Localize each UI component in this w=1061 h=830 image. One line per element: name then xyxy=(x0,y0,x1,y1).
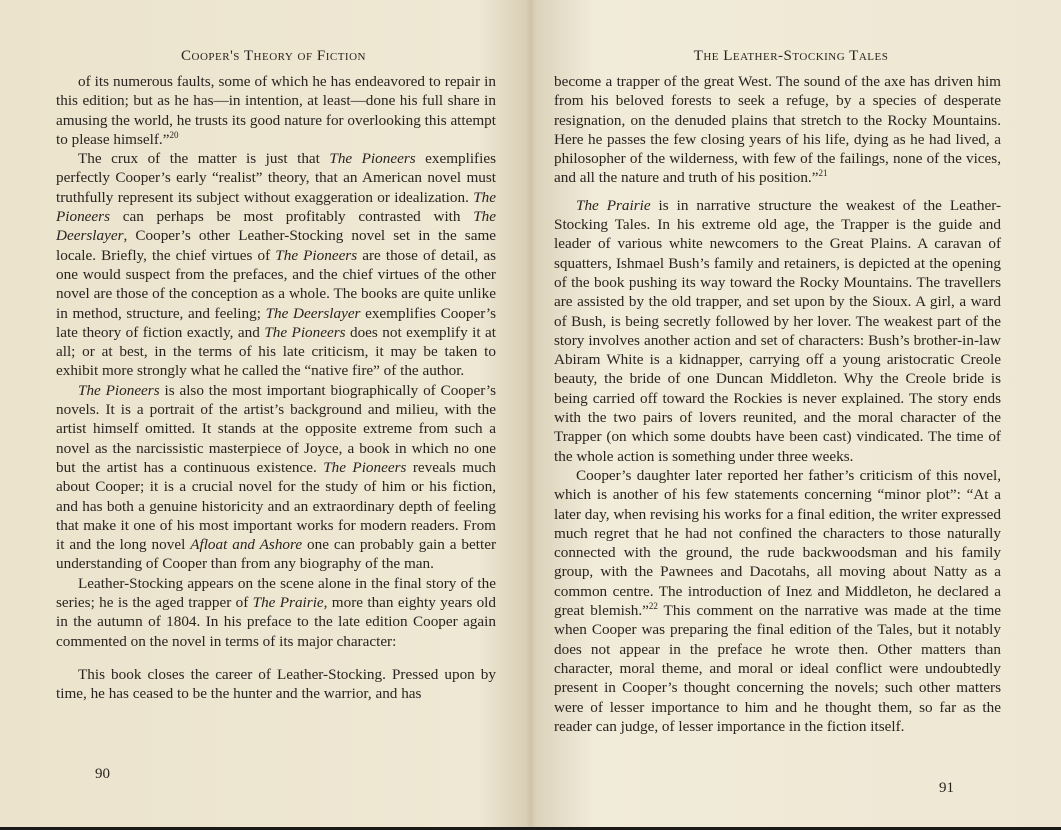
italic-title: The Deerslayer xyxy=(56,208,496,245)
italic-title: The Pioneers xyxy=(56,188,496,226)
paragraph xyxy=(554,72,1001,188)
italic-title: The Deerslayer xyxy=(265,304,361,322)
italic-title: Afloat and Ashore xyxy=(190,536,303,554)
footnote-ref: 21 xyxy=(818,168,828,179)
text-run: , Cooper’s other Leather-Stocking novel set in the same locale. Briefly, the chief virtues of xyxy=(56,227,496,264)
text-run: is in narrative structure the weakest of the Leather-Stocking Tales. In his extreme old age, the Trapper is the guide and leader of various white newcomers to the Great Plains. A caravan of squatters, Ishmael Bush’s family and retainers, is depicted at the opening of the book pushing its way toward the Rocky Mountains. The travellers are assisted by the old trapper, and set upon by the Sioux. A girl, a ward of Bush, is being secretly followed by her lover. The weakest part of the story involves another action and set of characters: Bush’s brother-in-law Abiram White is a kidnapper, carrying off a young aristocratic Creole beauty, the bride of one Duncan Middleton. Why the Creole bride is being carried off toward the Rockies is never explained. The story ends with the two pairs of lovers reunited, and the moral character of the Trapper (on which some doubts have been cast) vindicated. The time of the whole action is something under three weeks. xyxy=(554,196,1001,465)
left-page-text xyxy=(56,72,496,704)
text-run: Leather-Stocking appears on the scene alone in the final story of the series; he is the aged trapper of xyxy=(56,574,496,612)
running-head-right: The Leather-Stocking Tales xyxy=(693,48,889,64)
text-run: exemplifies perfectly Cooper’s early “realist” theory, that an American novel must truthfully represent its subject without exaggeration or idealization. xyxy=(56,150,496,206)
text-run: are those of detail, as one would suspect from the prefaces, and the chief virtues of the other novel are those of the conception as a whole. The books are quite unlike in method, structure, and feeling; xyxy=(56,246,496,322)
page-number-right: 91 xyxy=(939,780,954,796)
footnote-ref: 20 xyxy=(169,129,179,140)
text-run: become a trapper of the great West. The sound of the axe has driven him from his beloved forests to seek a refuge, by a species of desperate resignation, on the denuded plains that stretch to the Rocky Mountains. Here he passes the few closing years of his life, dying as he had lived, a philosopher of the wilderness, with few of the failings, none of the vices, and all the nature and truth of his position.” xyxy=(554,73,1001,187)
paragraph xyxy=(56,665,496,704)
paragraph xyxy=(56,72,496,149)
italic-title: The Pioneers xyxy=(264,323,346,341)
paragraph xyxy=(56,149,496,381)
italic-title: The Pioneers xyxy=(275,246,358,264)
text-run: exemplifies Cooper’s late theory of fiction exactly, and xyxy=(56,304,496,341)
text-run: one can probably gain a better understanding of Cooper than from any biography of the man. xyxy=(56,536,496,573)
text-run: of its numerous faults, some of which he has endeavored to repair in this edition; but as he has—in intention, at least—done his full share in amusing the world, he trusts its good nature for overlooking this attempt to please himself.” xyxy=(56,73,496,148)
italic-title: The Pioneers xyxy=(78,381,160,399)
text-run: is also the most important biographically of Cooper’s novels. It is a portrait of the artist’s background and milieu, with the artist himself omitted. It stands at the opposite extreme from such a novel as the narcissistic masterpiece of Joyce, a book in which no one but the artist has a continuous existence. xyxy=(56,381,496,476)
text-run: This book closes the career of Leather-Stocking. Pressed upon by time, he has ceased to be the hunter and the warrior, and has xyxy=(56,665,496,703)
text-run: does not exemplify it at all; or at best, in the terms of his late criticism, it may be taken to exhibit more strongly what he called the “native fire” of the author. xyxy=(56,323,496,380)
footnote-ref: 22 xyxy=(648,600,658,611)
italic-title: The Pioneers xyxy=(329,150,416,168)
right-page-text xyxy=(554,72,1001,736)
italic-title: The Pioneers xyxy=(323,458,407,476)
left-page xyxy=(0,0,521,830)
text-run: , more than eighty years old in the autumn of 1804. In his preface to the late edition Cooper again commented on the novel in terms of its major character: xyxy=(56,594,496,650)
paragraph xyxy=(56,381,496,574)
text-run: The crux of the matter is just that xyxy=(78,150,330,168)
text-run: reveals much about Cooper; it is a crucial novel for the study of him or his fiction, and has both a genuine historicity and an extraordinary depth of feeling that make it one of his most important works for modern readers. From it and the long novel xyxy=(56,458,497,554)
paragraph xyxy=(554,196,1001,466)
page-number-left: 90 xyxy=(95,766,110,782)
text-run: This comment on the narrative was made at the time when Cooper was preparing the final edition of the Tales, but it notably does not appear in the preface he wrote then. Other matters than character, moral theme, and moral or ideal conflict were undoubtedly present in Cooper’s thought concerning the novels; such other matters were of lesser importance to him and he thought them, so far as the reader can judge, of lesser importance in the fiction itself. xyxy=(554,602,1002,735)
italic-title: The Prairie xyxy=(252,594,324,612)
text-run: can perhaps be most profitably contrasted with xyxy=(110,208,474,226)
paragraph xyxy=(56,574,496,651)
right-page xyxy=(521,0,1061,830)
text-run: Cooper’s daughter later reported her father’s criticism of this novel, which is another of his few statements concerning “minor plot”: “At a later day, when revising his works for a final edition, the writer expressed much regret that he had not confined the characters to those naturally connected with the ground, the rude backwoodsman and his family group, with the Pawnees and Dacotahs, all moving about Natty as a common centre. The introduction of Inez and Middleton, he declared a great blemish.” xyxy=(554,466,1001,620)
italic-title: The Prairie xyxy=(576,196,651,214)
paragraph xyxy=(554,466,1001,736)
running-head-left: Cooper's Theory of Fiction xyxy=(181,48,366,64)
